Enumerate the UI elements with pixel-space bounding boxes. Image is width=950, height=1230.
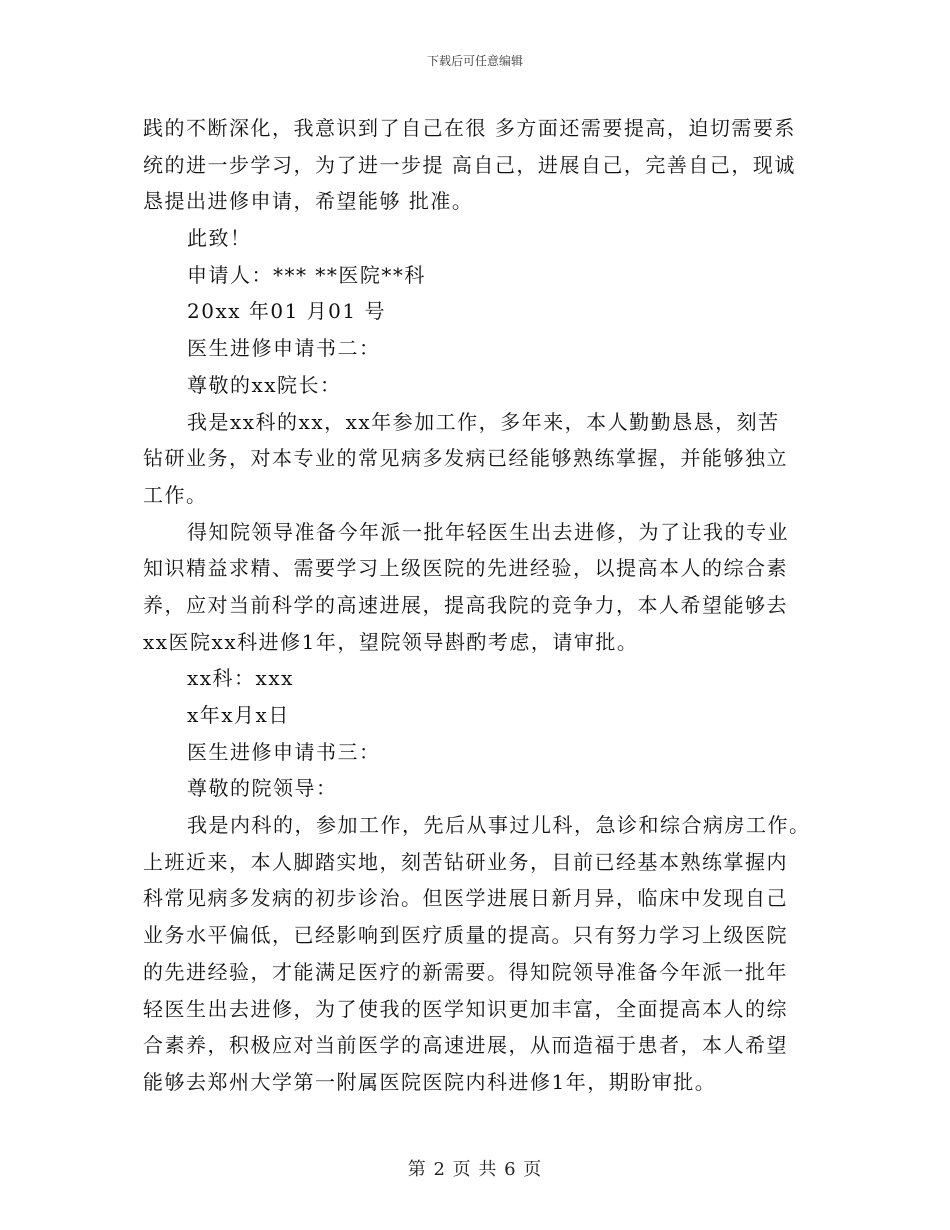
- text-line: xx科：xxx: [187, 666, 294, 691]
- text-line: 20xx 年01 月01 号: [187, 299, 386, 324]
- document-body: [143, 110, 811, 1101]
- text-line: 我是内科的，参加工作，先后从事过儿科，急诊和综合病房工作。: [187, 813, 811, 838]
- text-line: 尊敬的院领导：: [187, 776, 338, 801]
- text-line: 养，应对当前科学的高速进展，提高我院的竞争力，本人希望能够去: [143, 592, 788, 617]
- text-line: 轻医生出去进修，为了使我的医学知识更加丰富，全面提高本人的综: [143, 996, 788, 1021]
- text-line: 上班近来，本人脚踏实地，刻苦钻研业务，目前已经基本熟练掌握内: [143, 849, 788, 874]
- text-line: 的先进经验，才能满足医疗的新需要。得知院领导准备今年派一批年: [143, 959, 788, 984]
- text-line: 此致！: [187, 226, 252, 251]
- text-line: 统的进一步学习，为了进一步提 高自己，进展自己，完善自己，现诚: [143, 152, 796, 177]
- text-line: 得知院领导准备今年派一批年轻医生出去进修，为了让我的专业: [187, 519, 789, 544]
- text-line: xx医院xx科进修1年，望院领导斟酌考虑，请审批。: [143, 629, 639, 654]
- text-line: 我是xx科的xx，xx年参加工作，多年来，本人勤勤恳恳，刻苦: [187, 409, 780, 434]
- text-line: 知识精益求精、需要学习上级医院的先进经验，以提高本人的综合素: [143, 556, 788, 581]
- text-line: 恳提出进修申请，希望能够 批准。: [143, 189, 474, 214]
- text-line: 能够去郑州大学第一附属医院医院内科进修1年，期盼审批。: [143, 1069, 717, 1094]
- text-line: 申请人：*** **医院**科: [187, 262, 426, 287]
- text-line: 钻研业务，对本专业的常见病多发病已经能够熟练掌握，并能够独立: [143, 446, 788, 471]
- text-line: 尊敬的xx院长：: [187, 372, 342, 397]
- text-line: 践的不断深化，我意识到了自己在很 多方面还需要提高，迫切需要系: [143, 116, 796, 140]
- text-line: 医生进修申请书三：: [187, 739, 381, 764]
- text-line: 工作。: [143, 482, 208, 507]
- text-line: 业务水平偏低，已经影响到医疗质量的提高。只有努力学习上级医院: [143, 923, 788, 948]
- text-line: x年x月x日: [187, 703, 290, 727]
- page-number: 第 2 页 共 6 页: [407, 1159, 543, 1180]
- text-line: 科常见病多发病的初步诊治。但医学进展日新月异，临床中发现自己: [143, 886, 788, 911]
- header-note: 下载后可任意编辑: [426, 54, 523, 68]
- text-line: 合素养，积极应对当前医学的高速进展，从而造福于患者，本人希望: [143, 1033, 788, 1058]
- text-line: 医生进修申请书二：: [187, 336, 381, 361]
